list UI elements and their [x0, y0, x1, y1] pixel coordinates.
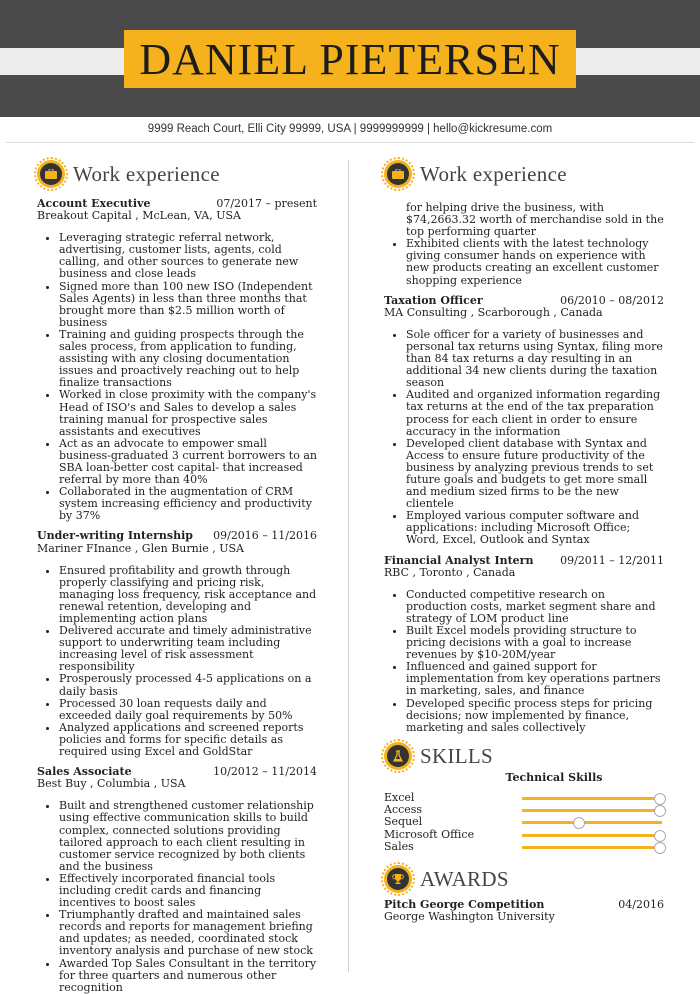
job-entry: [37, 530, 317, 758]
skill-level-knob: [654, 793, 666, 805]
bullet: • Built and strengthened customer relationship using effective communication skills to build complex, connected solutions providing tailored approach to each client resulting in customer service recognized by both clients and the business: [59, 800, 317, 873]
bullet: • Ensured profitability and growth through properly classifying and pricing risk, managing loss frequency, risk acceptance and renewal retention, developing and implementing action plans: [59, 565, 317, 625]
job-date: 09/2016 – 11/2016: [213, 529, 317, 543]
bullet: • Analyzed applications and screened reports policies and forms for specific details as required using Excel and GoldStar: [59, 722, 317, 758]
bullet: • Conducted competitive research on production costs, market segment share and strategy of LOM product line: [406, 589, 664, 625]
bullet-list: [37, 565, 317, 759]
job-entry: [37, 198, 317, 522]
bullet: • Employed various computer software and applications: including Microsoft Office; Word, Excel, Outlook and Syntax: [406, 510, 664, 546]
skill-bar: [522, 797, 662, 800]
bullet: • Influenced and gained support for implementation from key operations partners in marketing, sales, and finance: [406, 661, 664, 697]
skills-list: [384, 792, 664, 853]
bullet: • Effectively incorporated financial tools including credit cards and financing incentives to boost sales: [59, 873, 317, 909]
skill-row: [384, 816, 664, 828]
skill-level-knob: [654, 842, 666, 854]
job-title: Taxation Officer: [384, 293, 483, 307]
job-date: 07/2017 – present: [216, 197, 317, 210]
bullet: • Exhibited clients with the latest technology giving consumer hands on experience with new products creating an excellent customer shopping experience: [406, 238, 664, 286]
skill-level-knob: [573, 817, 585, 829]
skill-level-knob: [654, 830, 666, 842]
job-entry: [384, 295, 664, 547]
job-org: Best Buy , Columbia , USA: [37, 777, 186, 791]
skill-row: [384, 841, 664, 853]
bullet-list: [37, 232, 317, 522]
bullet: • Sole officer for a variety of businesses and personal tax returns using Syntax, filing more than 84 tax returns a day resulting in an additional 34 new clients during the taxation season: [406, 329, 664, 389]
job-org: MA Consulting , Scarborough , Canada: [384, 305, 603, 319]
job-title: Under-writing Internship: [37, 529, 193, 543]
name-box: [124, 30, 576, 88]
skill-row: [384, 804, 664, 816]
job-date: 06/2010 – 08/2012: [560, 293, 664, 307]
bullet: • Developed client database with Syntax and Access to ensure future productivity of the business by analyzing previous trends to set future goals and budgets to get more small and medium sized firms to be the new clientele: [406, 438, 664, 511]
skill-row: [384, 792, 664, 804]
bullet: • Worked in close proximity with the company's Head of ISO's and Sales to develop a sales training manual for prospective sales assistants and executives: [59, 389, 317, 437]
bullet-list: [384, 589, 664, 734]
skill-row: [384, 829, 664, 841]
candidate-name: DANIEL PIETERSEN: [139, 34, 561, 84]
bullet: • Prosperously processed 4-5 applications on a daily basis: [59, 673, 317, 697]
right-column: [384, 160, 664, 923]
bullet: • Signed more than 100 new ISO (Independent Sales Agents) in less than three months that brought more than $2.5 million worth of business: [59, 281, 317, 329]
job-entry: [37, 766, 317, 994]
job-title: Sales Associate: [37, 765, 132, 779]
skill-name: Sequel: [384, 815, 423, 829]
section-header-skills: [384, 742, 664, 770]
bullet: • Built Excel models providing structure to pricing decisions with a goal to increase revenues by $10-20M/year: [406, 625, 664, 661]
bullet: • Awarded Top Sales Consultant in the territory for three quarters and numerous other recognition: [59, 958, 317, 994]
bullet: • Delivered accurate and timely administrative support to underwriting team including increasing level of risk assessment responsibility: [59, 625, 317, 673]
job-date: 09/2011 – 12/2011: [560, 553, 664, 567]
bullet: • Training and guiding prospects through the sales process, from application to funding, assisting with any closing documentation issues and proactively reaching out to help finalize transactions: [59, 329, 317, 389]
section-header-work-right: [384, 160, 664, 188]
job-title: Financial Analyst Intern: [384, 553, 534, 567]
trophy-icon: [384, 865, 412, 893]
skill-name: Excel: [384, 790, 415, 804]
skill-name: Sales: [384, 839, 414, 853]
bullet: • Collaborated in the augmentation of CRM system increasing efficiency and productivity by 37%: [59, 486, 317, 522]
award-org: George Washington University: [384, 909, 555, 923]
skill-level-knob: [654, 805, 666, 817]
bullet: • Triumphantly drafted and maintained sales records and reports for management briefing and updates; as needed, coordinated stock inventory analysis and purchase of new stock: [59, 909, 317, 957]
skill-bar: [522, 809, 662, 812]
skill-name: Microsoft Office: [384, 827, 475, 841]
skill-bar: [522, 834, 662, 837]
skills-subtitle: Technical Skills: [505, 770, 603, 784]
briefcase-icon: [37, 160, 65, 188]
flask-icon: [384, 742, 412, 770]
left-column: [37, 160, 317, 994]
continued-text: for helping drive the business, with $74,2663.32 worth of merchandise sold in the top performing quarter: [406, 201, 664, 239]
contact-line: 9999 Reach Court, Elli City 99999, USA | 9999999999 | hello@kickresume.com: [147, 123, 553, 135]
section-title: Work experience: [420, 161, 567, 186]
bullet-list: [384, 238, 664, 286]
section-title: SKILLS: [420, 743, 493, 768]
skill-bar: [522, 846, 662, 849]
column-divider: [348, 160, 349, 972]
briefcase-icon: [384, 160, 412, 188]
skill-bar: [522, 821, 662, 824]
bullet: • Developed specific process steps for pricing decisions; now implemented by finance, marketing and sales collectively: [406, 698, 664, 734]
bullet: • Audited and organized information regarding tax returns at the end of the tax preparation process for each client in order to ensure accuracy in the information: [406, 389, 664, 437]
divider: [6, 142, 694, 143]
job-org: RBC , Toronto , Canada: [384, 565, 516, 579]
section-title: Work experience: [73, 161, 220, 186]
section-header-awards: [384, 865, 664, 893]
job-entry: [384, 555, 664, 734]
bullet-list: [384, 329, 664, 547]
job-org: Breakout Capital , McLean, VA, USA: [37, 209, 241, 223]
job-org: Mariner FInance , Glen Burnie , USA: [37, 541, 244, 555]
job-date: 10/2012 – 11/2014: [213, 765, 317, 779]
bullet: • Processed 30 loan requests daily and exceeded daily goal requirements by 50%: [59, 698, 317, 722]
bullet: • Leveraging strategic referral network, advertising, customer lists, agents, cold calling, and other sources to generate new business and close leads: [59, 232, 317, 280]
award-date: 04/2016: [618, 897, 664, 911]
skill-name: Access: [384, 803, 423, 817]
section-header-work-left: [37, 160, 317, 188]
bullet-list: [37, 800, 317, 994]
award-title: Pitch George Competition: [384, 897, 545, 911]
job-title: Account Executive: [37, 197, 151, 210]
bullet: • Act as an advocate to empower small business-graduated 3 current borrowers to an SBA loan-better cost capital- that increased referral by more than 40%: [59, 438, 317, 486]
section-title: AWARDS: [420, 866, 509, 891]
